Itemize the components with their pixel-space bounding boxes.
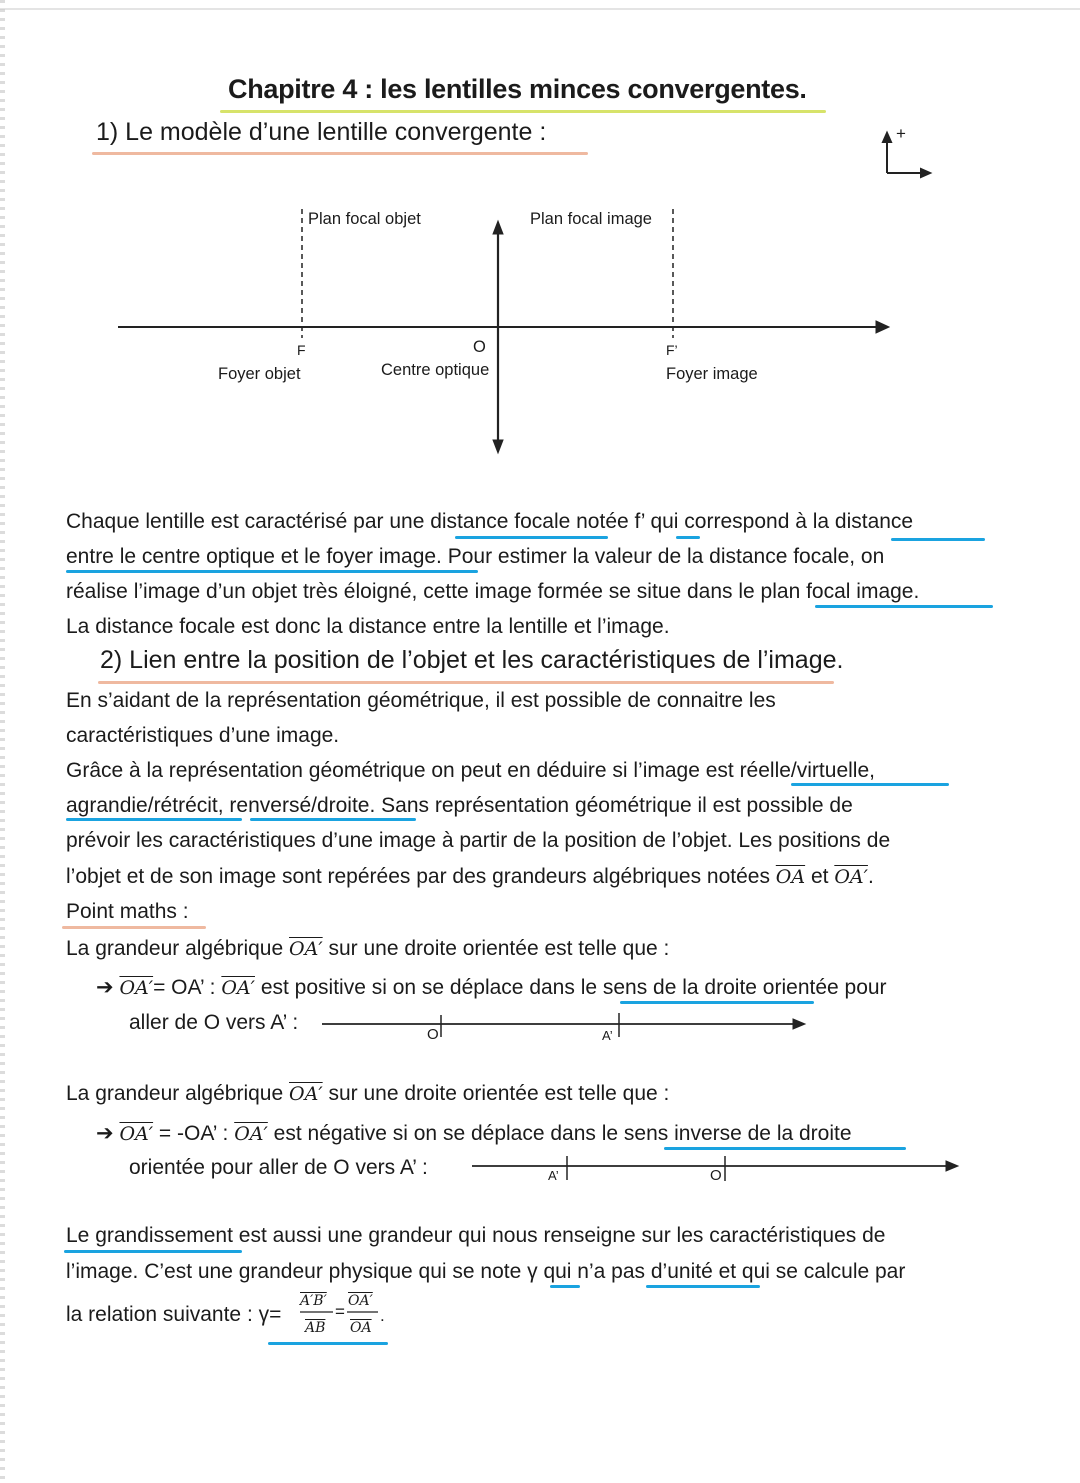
paragraph1-line1: Chaque lentille est caractérisé par une distance focale notée f’ qui correspond à la distance <box>66 510 914 533</box>
arrow-icon: ➔ <box>96 975 114 999</box>
relation-den2: $\overline{OA}$ <box>350 1320 372 1336</box>
rule2-intro-text: La grandeur algébrique <box>66 1082 284 1105</box>
section2-highlight <box>98 681 834 684</box>
paragraph2-line3: Grâce à la représentation géométrique on peut en déduire si l’image est réelle/virtuelle, <box>66 759 875 782</box>
relation-text: la relation suivante : γ= <box>66 1303 282 1326</box>
highlight-sens-inverse <box>664 1147 906 1150</box>
section1-heading: 1) Le modèle d’une lentille convergente : <box>96 118 547 146</box>
point-maths-highlight <box>62 926 206 929</box>
rule2-a-label: A’ <box>548 1168 559 1183</box>
label-plan-focal-objet: Plan focal objet <box>308 210 421 228</box>
rule1-statement <box>96 975 887 1000</box>
paragraph2-line5: prévoir les caractéristiques d’une image à partir de la position de l’objet. Les positions de <box>66 829 891 852</box>
rule1-oa-prime: OA′ <box>119 977 154 999</box>
highlight-centre-foyer <box>66 570 478 573</box>
lens-bottom-arrowhead <box>493 440 503 453</box>
highlight-grandissement <box>64 1250 242 1253</box>
axis-plus-sign: + <box>896 124 906 143</box>
paragraph2-line1: En s’aidant de la représentation géométrique, il est possible de connaitre les <box>66 689 776 712</box>
rule2-text: est négative si on se déplace dans le sens inverse de la droite <box>273 1122 852 1145</box>
title-highlight <box>220 110 826 113</box>
label-f-prime: F’ <box>666 342 678 358</box>
highlight-plan-focal-image <box>815 605 993 608</box>
relation-end: . <box>380 1306 385 1325</box>
rule-intro-text: La grandeur algébrique <box>66 937 284 960</box>
page-title: Chapitre 4 : les lentilles minces convergentes. <box>228 74 807 104</box>
rule1-o-label: O <box>427 1026 439 1043</box>
highlight-sens-droite <box>620 1001 814 1004</box>
highlight-distance <box>891 538 985 541</box>
rule1-text: est positive si on se déplace dans le sens de la droite orientée pour <box>260 976 887 999</box>
rule1-oa-prime-2: OA′ <box>221 977 255 999</box>
highlight-renverse <box>250 818 416 821</box>
rule1-intro <box>66 937 669 961</box>
highlight-formula <box>268 1342 388 1345</box>
rule1-line <box>322 1013 805 1037</box>
rule2-intro-oa-prime: OA′ <box>289 1083 323 1105</box>
highlight-f-prime <box>676 536 700 539</box>
paragraph2-line6-text: l’objet et de son image sont repérées par des grandeurs algébriques notées <box>66 865 770 888</box>
rule2-eq: = -OA’ : <box>158 1122 229 1145</box>
rule2-intro <box>66 1082 669 1106</box>
highlight-agrandie <box>66 818 242 821</box>
lens-diagram <box>118 209 889 453</box>
paragraph2-line6 <box>66 865 874 889</box>
paragraph2-line2: caractéristiques d’une image. <box>66 724 340 747</box>
rule1-a-label: A’ <box>602 1028 613 1043</box>
rule2-o-label: O <box>710 1167 722 1184</box>
arrow-icon: ➔ <box>96 1121 114 1145</box>
rule-intro-rest: sur une droite orientée est telle que : <box>328 937 670 960</box>
paragraph2-end: . <box>867 865 874 888</box>
label-o: O <box>473 338 486 356</box>
label-foyer-objet: Foyer objet <box>218 365 301 383</box>
label-foyer-image: Foyer image <box>666 365 758 383</box>
grandissement-line2: l’image. C’est une grandeur physique qui se note γ qui n’a pas d’unité et qui se calcule par <box>66 1260 906 1283</box>
lens-top-arrowhead <box>493 221 503 234</box>
optical-axis-arrowhead <box>876 321 889 333</box>
paragraph1-line3: réalise l’image d’un objet très éloigné, cette image formée se situe dans le plan focal image. <box>66 580 920 603</box>
rule2-oa-prime: OA′ <box>119 1123 154 1145</box>
highlight-pas-d-unite <box>646 1285 760 1288</box>
label-f: F <box>297 342 306 358</box>
symbol-oa: $\overline{OA}$ <box>775 866 806 888</box>
relation-num2: OA′ <box>348 1293 373 1309</box>
rule2-intro-rest: sur une droite orientée est telle que : <box>328 1082 670 1105</box>
paragraph1-line2: entre le centre optique et le foyer image. Pour estimer la valeur de la distance focale, on <box>66 545 885 568</box>
label-centre-optique: Centre optique <box>381 361 490 379</box>
rule-intro-oa-prime: OA′ <box>289 938 323 960</box>
highlight-distance-focale <box>455 536 608 539</box>
relation-den1: $\overline{AB}$ <box>305 1320 326 1336</box>
word-et: et <box>810 865 829 888</box>
paragraph2-line4: agrandie/rétrécit, renversé/droite. Sans représentation géométrique il est possible de <box>66 794 853 817</box>
axis-indicator-icon <box>883 133 930 177</box>
point-maths: Point maths : <box>66 900 189 923</box>
highlight-reelle-virtuelle <box>791 783 949 786</box>
rule1-eq: = OA’ : <box>153 976 216 999</box>
rule1-line2: aller de O vers A’ : <box>129 1011 299 1034</box>
rule2-oa-prime-2: OA′ <box>234 1123 268 1145</box>
rule2-statement <box>96 1121 852 1146</box>
highlight-gamma <box>550 1285 580 1288</box>
label-plan-focal-image: Plan focal image <box>530 210 652 228</box>
relation-eq: = <box>335 1302 345 1321</box>
paragraph1-line4: La distance focale est donc la distance entre la lentille et l’image. <box>66 615 670 638</box>
symbol-oa-prime: OA′ <box>834 866 868 888</box>
relation-num1: A′B′ <box>300 1293 327 1309</box>
rule2-line2: orientée pour aller de O vers A’ : <box>129 1156 428 1179</box>
section1-highlight <box>92 152 588 155</box>
grandissement-line1: Le grandissement est aussi une grandeur qui nous renseigne sur les caractéristiques de <box>66 1224 886 1247</box>
section2-heading: 2) Lien entre la position de l’objet et les caractéristiques de l’image. <box>100 646 844 674</box>
